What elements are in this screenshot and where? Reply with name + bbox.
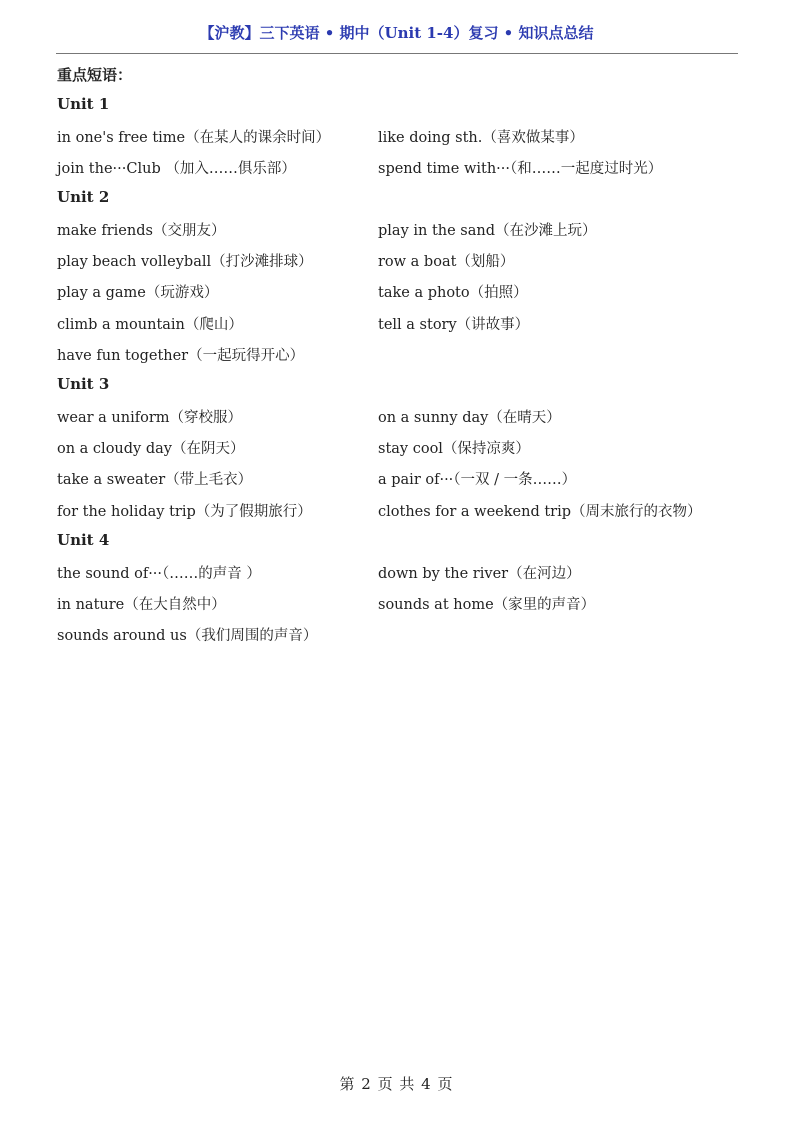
phrase-item: down by the river（在河边） [378, 566, 581, 582]
phrase-item: have fun together（一起玩得开心） [57, 348, 305, 364]
phrase-item: take a sweater（带上毛衣） [57, 472, 253, 488]
phrase-item: join the···Club （加入……俱乐部） [57, 161, 296, 177]
phrase-item: on a cloudy day（在阴天） [57, 441, 245, 457]
phrase-item: wear a uniform（穿校服） [57, 410, 243, 426]
phrase-item: tell a story（讲故事） [378, 317, 530, 333]
phrase-item: spend time with···（和……一起度过时光） [378, 161, 663, 177]
phrase-item: take a photo（拍照） [378, 285, 528, 301]
phrase-item: play a game（玩游戏） [57, 285, 219, 301]
phrase-item: the sound of···（……的声音 ） [57, 566, 261, 582]
phrase-item: sounds around us（我们周围的声音） [57, 628, 318, 644]
header-divider [56, 53, 738, 54]
phrase-item: in nature（在大自然中） [57, 597, 226, 613]
unit-1-heading: Unit 1 [57, 95, 110, 113]
phrase-item: row a boat（划船） [378, 254, 515, 270]
phrase-item: climb a mountain（爬山） [57, 317, 243, 333]
phrase-item: make friends（交朋友） [57, 223, 226, 239]
phrase-item: in one's free time（在某人的课余时间） [57, 130, 331, 146]
phrase-item: play beach volleyball（打沙滩排球） [57, 254, 313, 270]
section-title: 重点短语： [57, 66, 133, 84]
phrase-item: for the holiday trip（为了假期旅行） [57, 504, 312, 520]
phrase-item: clothes for a weekend trip（周末旅行的衣物） [378, 504, 702, 520]
phrase-item: on a sunny day（在晴天） [378, 410, 561, 426]
phrase-item: sounds at home（家里的声音） [378, 597, 596, 613]
phrase-item: like doing sth.（喜欢做某事） [378, 130, 584, 146]
phrase-item: play in the sand（在沙滩上玩） [378, 223, 597, 239]
unit-2-heading: Unit 2 [57, 188, 110, 206]
page-header-title: 【沪教】三下英语 • 期中（Unit 1-4）复习 • 知识点总结 [199, 24, 594, 42]
unit-3-heading: Unit 3 [57, 375, 110, 393]
phrase-item: a pair of···（一双 / 一条……） [378, 472, 577, 488]
page-number-footer: 第 2 页 共 4 页 [339, 1075, 454, 1093]
unit-4-heading: Unit 4 [57, 531, 110, 549]
phrase-item: stay cool（保持凉爽） [378, 441, 530, 457]
